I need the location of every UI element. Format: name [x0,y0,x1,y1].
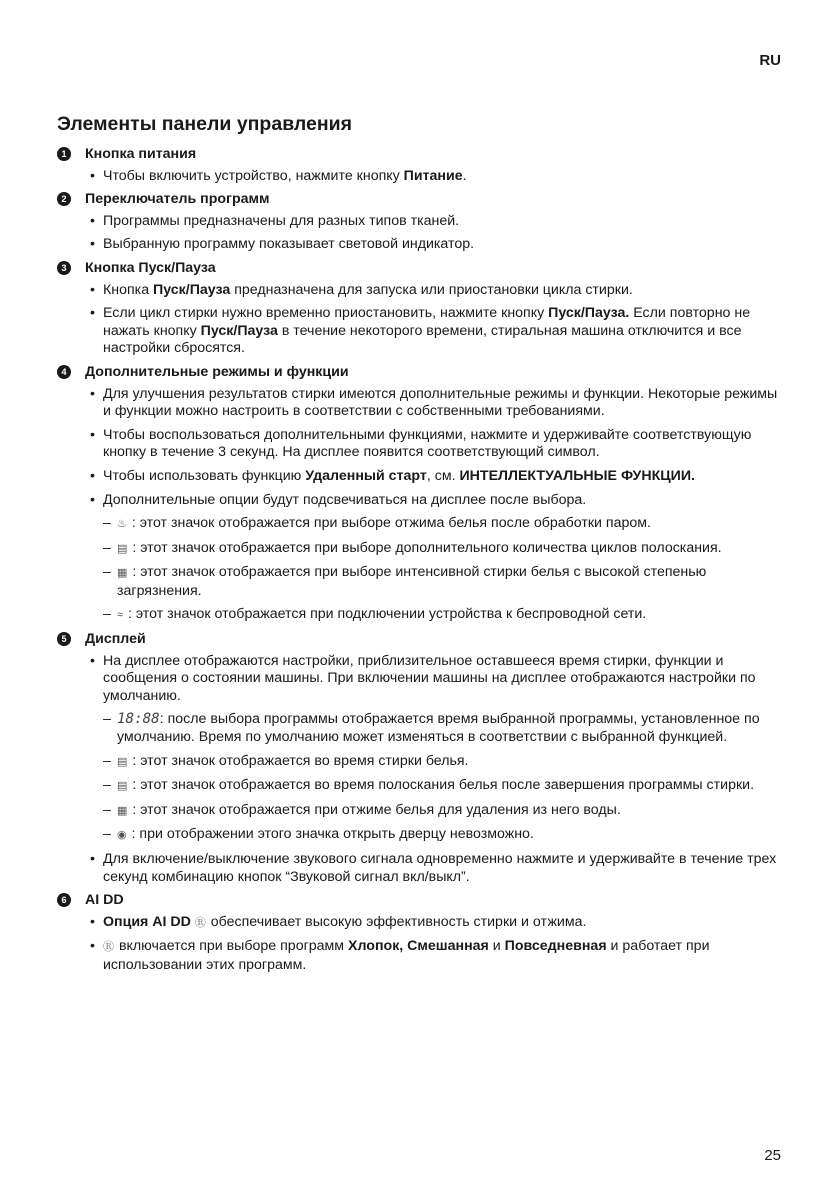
bullet: • Опция AI DD Ⓡ обеспечивает высокую эффективность стирки и отжима. [57,914,787,933]
bullet: • Программы предназначены для разных типов тканей. [57,213,787,231]
section-display [57,631,787,649]
spin-icon: ▦ [117,804,128,817]
section-additional-modes [57,364,787,382]
section-title: Дополнительные режимы и функции [85,363,349,380]
section-ai-dd [57,892,787,910]
number-badge: 1 [57,147,71,161]
dash-item: – ▤ : этот значок отображается во время стирки белья. [57,753,787,772]
ai-dd-icon: Ⓡ [103,941,114,954]
number-badge: 4 [57,365,71,379]
section-start-pause [57,260,787,278]
rinse-icon: ▤ [117,780,128,793]
bullet: • Выбранную программу показывает световой индикатор. [57,236,787,254]
number-badge: 2 [57,192,71,206]
dash-item: – ▤ : этот значок отображается при выборе дополнительного количества циклов полоскания. [57,540,787,559]
bullet: • Если цикл стирки нужно временно приостановить, нажмите кнопку Пуск/Пауза. Если повторно не нажать кнопку Пуск/Пауза в течение некоторого времени, стиральная машина отключится и все настройки сбросятся. [57,305,787,358]
number-badge: 3 [57,261,71,275]
language-label: RU [759,52,781,69]
section-title: Переключатель программ [85,191,270,208]
section-power-button [57,146,787,164]
intensive-wash-icon: ▦ [117,567,128,580]
dash-item: – ◉ : при отображении этого значка открыть дверцу невозможно. [57,826,787,845]
bullet: • Чтобы включить устройство, нажмите кнопку Питание. [57,168,787,186]
bullet: • На дисплее отображаются настройки, приблизительное оставшееся время стирки, функции и сообщения о состоянии машины. При включении машины на дисплее отображаются настройки по умолчанию. [57,653,787,706]
section-title: Кнопка питания [85,146,197,162]
extra-rinse-icon: ▤ [117,542,128,555]
ai-dd-icon: Ⓡ [194,916,206,929]
section-title: Дисплей [85,631,146,648]
bullet: • Чтобы использовать функцию Удаленный старт, см. ИНТЕЛЛЕКТУАЛЬНЫЕ ФУНКЦИИ. [57,468,787,486]
section-program-selector [57,191,787,209]
content [57,112,787,981]
bullet: • Для улучшения результатов стирки имеются дополнительные режимы и функции. Некоторые режимы и функции можно настроить в соответствии с собственными требованиями. [57,386,787,421]
wifi-icon: ≈ [117,609,124,622]
page-title: Элементы панели управления [57,113,353,135]
section-title: AI DD [85,892,124,909]
dash-item: – 18:88: после выбора программы отображается время выбранной программы, установленное по умолчанию. Время по умолчанию может изменяться в соответствии с выбранной функцией. [57,711,787,746]
bullet: • Кнопка Пуск/Пауза предназначена для запуска или приостановки цикла стирки. [57,282,787,300]
dash-item: – ≈ : этот значок отображается при подключении устройства к беспроводной сети. [57,606,787,625]
wash-icon: ▤ [117,755,128,768]
door-lock-icon: ◉ [117,829,127,842]
dash-item: – ♨ : этот значок отображается при выборе отжима белья после обработки паром. [57,515,787,534]
bullet: • Для включение/выключение звукового сигнала одновременно нажмите и удерживайте в течение трех секунд комбинацию кнопок “Звуковой сигнал вкл/выкл”. [57,851,787,886]
bullet: • Дополнительные опции будут подсвечиваться на дисплее после выбора. [57,492,787,510]
page-number: 25 [764,1147,781,1164]
number-badge: 5 [57,632,71,646]
number-badge: 6 [57,893,71,907]
dash-item: – ▤ : этот значок отображается во время полоскания белья после завершения программы стирки. [57,777,787,796]
bullet: • Ⓡ включается при выборе программ Хлопок, Смешанная и Повседневная и работает при использовании этих программ. [57,938,787,974]
dash-item: – ▦ : этот значок отображается при отжиме белья для удаления из него воды. [57,802,787,821]
bullet: • Чтобы воспользоваться дополнительными функциями, нажмите и удерживайте соответствующую кнопку в течение 3 секунд. На дисплее появится соответствующий символ. [57,427,787,462]
steam-spin-icon: ♨ [117,518,127,531]
dash-item: – ▦ : этот значок отображается при выборе интенсивной стирки белья с высокой степенью загрязнения. [57,564,787,600]
segment-display-time: 18:88 [117,711,160,728]
section-title: Кнопка Пуск/Пауза [85,259,216,276]
